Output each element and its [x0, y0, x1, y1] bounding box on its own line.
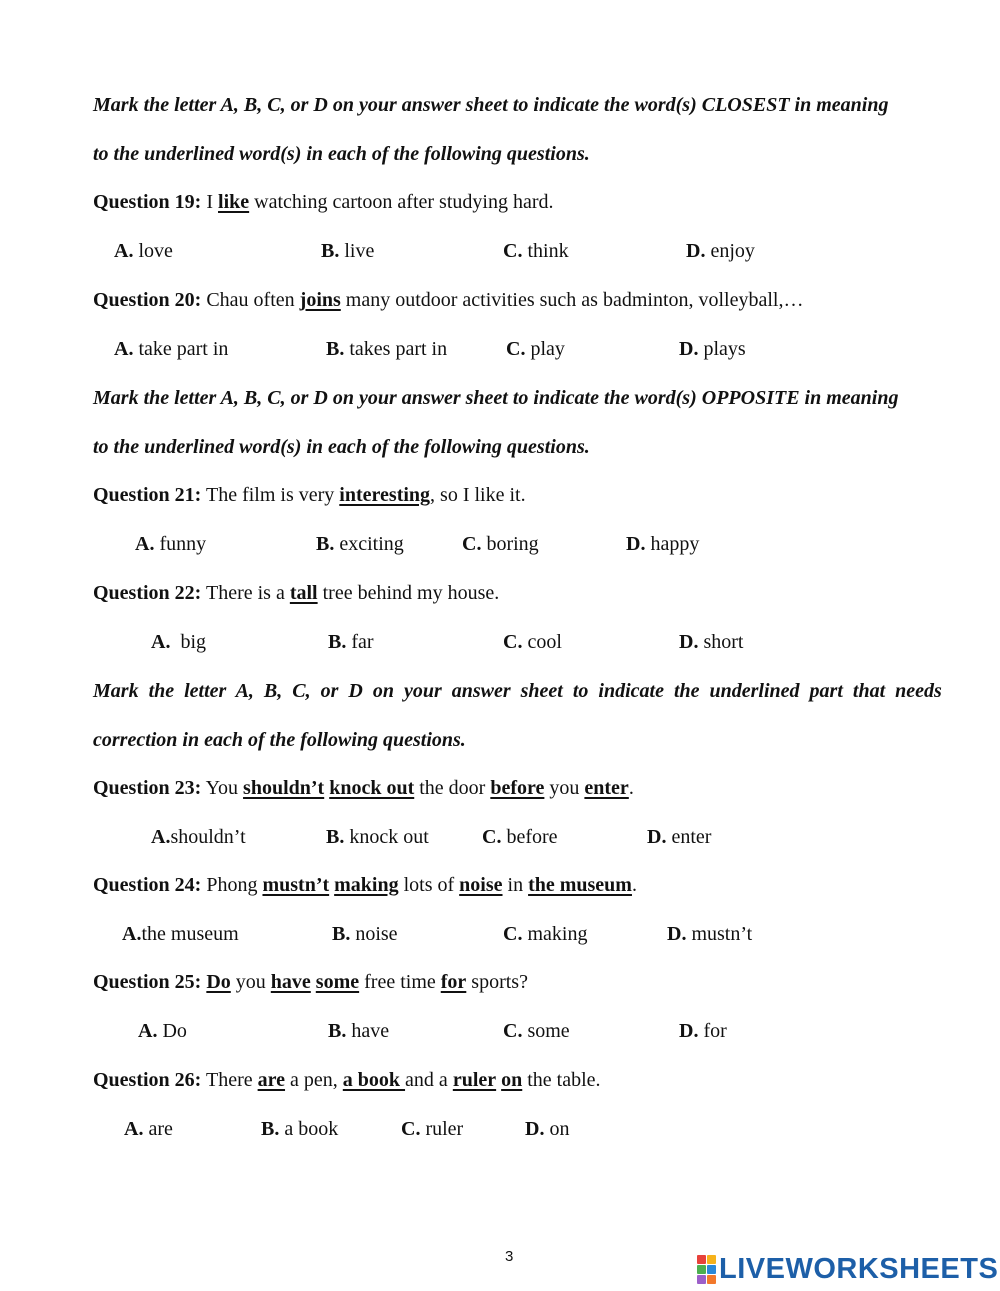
logo-blocks-icon	[697, 1255, 716, 1284]
option-c[interactable]: C. think	[503, 240, 569, 262]
option-d[interactable]: D. happy	[626, 533, 700, 555]
underlined-part: mustn’t	[262, 874, 330, 896]
question-label: Question 24:	[93, 874, 202, 896]
option-b[interactable]: B. exciting	[316, 533, 404, 555]
question-label: Question 19:	[93, 191, 202, 213]
underlined-part: a book	[342, 1069, 406, 1091]
option-a[interactable]: A.the museum	[122, 923, 239, 945]
option-c[interactable]: C. making	[503, 923, 588, 945]
question-19: Question 19: I like watching cartoon after studying hard.	[93, 191, 554, 213]
underlined-part: making	[334, 874, 399, 896]
instruction-closest-line-1: Mark the letter A, B, C, or D on your answer sheet to indicate the word(s) CLOSEST in meaning	[93, 94, 889, 116]
underlined-part: have	[270, 971, 311, 993]
underlined-part: shouldn’t	[243, 777, 325, 799]
question-label: Question 22:	[93, 582, 202, 604]
underlined-word: like	[218, 191, 250, 213]
option-a[interactable]: A. funny	[135, 533, 207, 555]
option-d[interactable]: D. enjoy	[686, 240, 755, 262]
option-c[interactable]: C. boring	[462, 533, 539, 555]
option-b[interactable]: B. a book	[261, 1118, 339, 1140]
underlined-part: before	[490, 777, 545, 799]
option-a[interactable]: A. are	[124, 1118, 173, 1140]
page-number: 3	[505, 1248, 514, 1265]
option-b[interactable]: B. live	[321, 240, 375, 262]
question-24: Question 24: Phong mustn’t making lots of noise in the museum.	[93, 874, 637, 896]
underlined-part: knock out	[329, 777, 415, 799]
underlined-part: enter	[584, 777, 629, 799]
question-label: Question 25:	[93, 971, 202, 993]
option-a[interactable]: A. Do	[138, 1020, 187, 1042]
option-b[interactable]: B. noise	[332, 923, 398, 945]
option-d[interactable]: D. for	[679, 1020, 727, 1042]
option-b[interactable]: B. knock out	[326, 826, 429, 848]
instruction-closest-line-2: to the underlined word(s) in each of the following questions.	[93, 143, 590, 165]
underlined-word: tall	[289, 582, 318, 604]
instruction-correction-line-2: correction in each of the following questions.	[93, 729, 466, 751]
option-b[interactable]: B. far	[328, 631, 374, 653]
underlined-word: interesting	[339, 484, 431, 506]
underlined-part: the museum	[528, 874, 632, 896]
question-25: Question 25: Do you have some free time for sports?	[93, 971, 528, 993]
option-d[interactable]: D. enter	[647, 826, 712, 848]
liveworksheets-logo[interactable]	[697, 1253, 998, 1285]
option-a[interactable]: A.shouldn’t	[151, 826, 246, 848]
option-c[interactable]: C. some	[503, 1020, 570, 1042]
option-d[interactable]: D. mustn’t	[667, 923, 753, 945]
question-21: Question 21: The film is very interesting, so I like it.	[93, 484, 526, 506]
option-c[interactable]: C. cool	[503, 631, 562, 653]
underlined-part: ruler	[452, 1069, 497, 1091]
question-22: Question 22: There is a tall tree behind my house.	[93, 582, 500, 604]
underlined-part: some	[315, 971, 360, 993]
question-label: Question 20:	[93, 289, 202, 311]
question-label: Question 26:	[93, 1069, 202, 1091]
option-a[interactable]: A. big	[151, 631, 207, 653]
underlined-part: Do	[206, 971, 231, 993]
underlined-part: noise	[459, 874, 503, 896]
option-c[interactable]: C. before	[482, 826, 558, 848]
underlined-part: are	[257, 1069, 286, 1091]
option-c[interactable]: C. ruler	[401, 1118, 464, 1140]
underlined-word: joins	[299, 289, 341, 311]
instruction-opposite-line-1: Mark the letter A, B, C, or D on your answer sheet to indicate the word(s) OPPOSITE in meaning	[93, 387, 899, 409]
instruction-correction-line-1: Mark the letter A, B, C, or D on your answer sheet to indicate the underlined part that needs	[93, 680, 942, 702]
option-a[interactable]: A. take part in	[114, 338, 229, 360]
option-c[interactable]: C. play	[506, 338, 565, 360]
option-a[interactable]: A. love	[114, 240, 173, 262]
brand-name: LIVEWORKSHEETS	[719, 1252, 999, 1285]
underlined-part: for	[440, 971, 467, 993]
question-23: Question 23: You shouldn’t knock out the door before you enter.	[93, 777, 634, 799]
option-b[interactable]: B. takes part in	[326, 338, 448, 360]
question-20: Question 20: Chau often joins many outdoor activities such as badminton, volleyball,…	[93, 289, 804, 311]
option-b[interactable]: B. have	[328, 1020, 390, 1042]
option-d[interactable]: D. plays	[679, 338, 746, 360]
question-label: Question 23:	[93, 777, 202, 799]
option-d[interactable]: D. on	[525, 1118, 570, 1140]
underlined-part: on	[501, 1069, 523, 1091]
instruction-opposite-line-2: to the underlined word(s) in each of the following questions.	[93, 436, 590, 458]
question-26: Question 26: There are a pen, a book and a ruler on the table.	[93, 1069, 601, 1091]
question-label: Question 21:	[93, 484, 202, 506]
option-d[interactable]: D. short	[679, 631, 744, 653]
